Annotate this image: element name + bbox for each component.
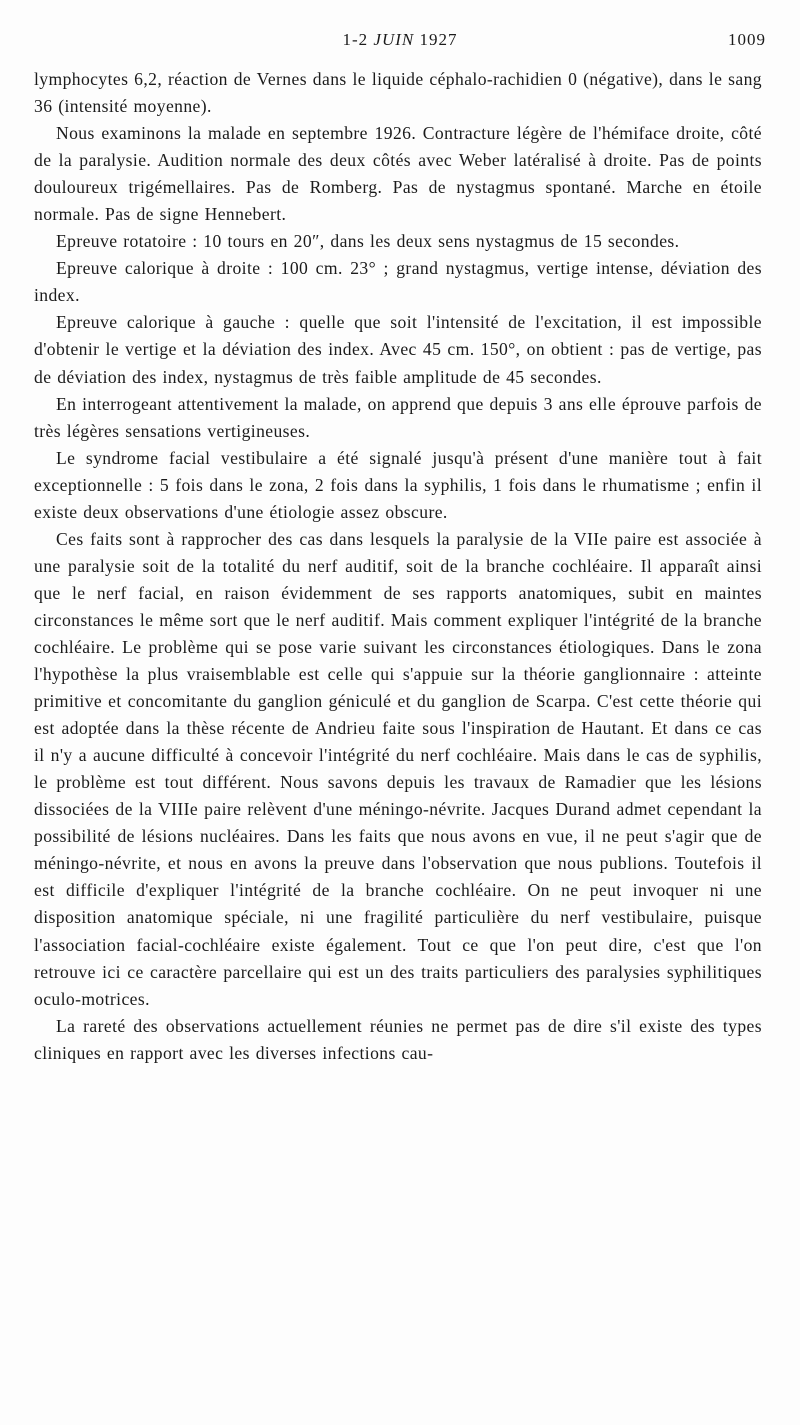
body-text	[34, 66, 762, 1067]
paragraph: La rareté des observations actuellement réunies ne permet pas de dire s'il existe des types cliniques en rapport avec les diverses infections cau-	[34, 1015, 762, 1063]
paragraph: Le syndrome facial vestibulaire a été signalé jusqu'à présent d'une manière tout à fait exceptionnelle : 5 fois dans le zona, 2 fois dans la syphilis, 1 fois dans le rhumatisme ; enfin il existe deux observations d'une étiologie assez obscure.	[34, 447, 762, 522]
date-year: 1927	[419, 30, 458, 49]
page-number: 1009	[728, 30, 766, 49]
paragraph: Nous examinons la malade en septembre 1926. Contracture légère de l'hémiface droite, côté de la paralysie. Audition normale des deux côtés avec Weber latéralisé à droite. Pas de points douloureux trigémellaires. Pas de Romberg. Pas de nystagmus spontané. Marche en étoile normale. Pas de signe Hennebert.	[34, 123, 762, 225]
paragraph: Epreuve calorique à droite : 100 cm. 23° ; grand nystagmus, vertige intense, déviation des index.	[34, 258, 762, 306]
paragraph: Epreuve calorique à gauche : quelle que soit l'intensité de l'excitation, il est impossible d'obtenir le vertige et la déviation des index. Avec 45 cm. 150°, on obtient : pas de vertige, pas de déviation des index, nystagmus de très faible amplitude de 45 secondes.	[34, 312, 762, 387]
running-head	[34, 30, 766, 56]
paragraph: En interrogeant attentivement la malade, on apprend que depuis 3 ans elle éprouve parfois de très légères sensations vertigineuses.	[34, 393, 762, 441]
date-month: JUIN	[373, 30, 415, 49]
date-prefix: 1-2	[342, 30, 369, 49]
paragraph: Ces faits sont à rapprocher des cas dans lesquels la paralysie de la VIIe paire est associée à une paralysie soit de la totalité du nerf auditif, soit de la branche cochléaire. Il apparaît ainsi que le nerf facial, en raison évidemment de ses rapports anatomiques, subit en maintes circonstances le même sort que le nerf auditif. Mais comment expliquer l'intégrité de la branche cochléaire. Le problème qui se pose varie suivant les circonstances étiologiques. Dans le zona l'hypothèse la plus vraisemblable est celle qui s'appuie sur la théorie ganglionnaire : atteinte primitive et concomitante du ganglion géniculé et du ganglion de Scarpa. C'est cette théorie qui est adoptée dans la thèse récente de Andrieu faite sous l'inspiration de Hautant. Et dans ce cas il n'y a aucune difficulté à concevoir l'intégrité du nerf cochléaire. Mais dans le cas de syphilis, le problème est tout différent. Nous savons depuis les travaux de Ramadier que les lésions dissociées de la VIIIe paire relèvent d'une méningo-névrite. Jacques Durand admet cependant la possibilité de lésions nucléaires. Dans les faits que nous avons en vue, il ne peut s'agir que de méningo-névrite, et nous en avons la preuve dans l'observation que nous publions. Toutefois il est difficile d'expliquer l'intégrité de la branche cochléaire. On ne peut invoquer ni une disposition anatomique spéciale, ni une fragilité particulière du nerf vestibulaire, puisque l'association facial-cochléaire existe également. Tout ce que l'on peut dire, c'est que l'on retrouve ici ce caractère parcellaire qui est un des traits particuliers des paralysies syphilitiques oculo-motrices.	[34, 528, 762, 1009]
issue-date	[34, 30, 766, 50]
paragraph: Epreuve rotatoire : 10 tours en 20″, dans les deux sens nystagmus de 15 secondes.	[56, 231, 680, 252]
paragraph: lymphocytes 6,2, réaction de Vernes dans le liquide céphalo-rachidien 0 (négative), dans le sang 36 (intensité moyenne).	[34, 69, 762, 117]
